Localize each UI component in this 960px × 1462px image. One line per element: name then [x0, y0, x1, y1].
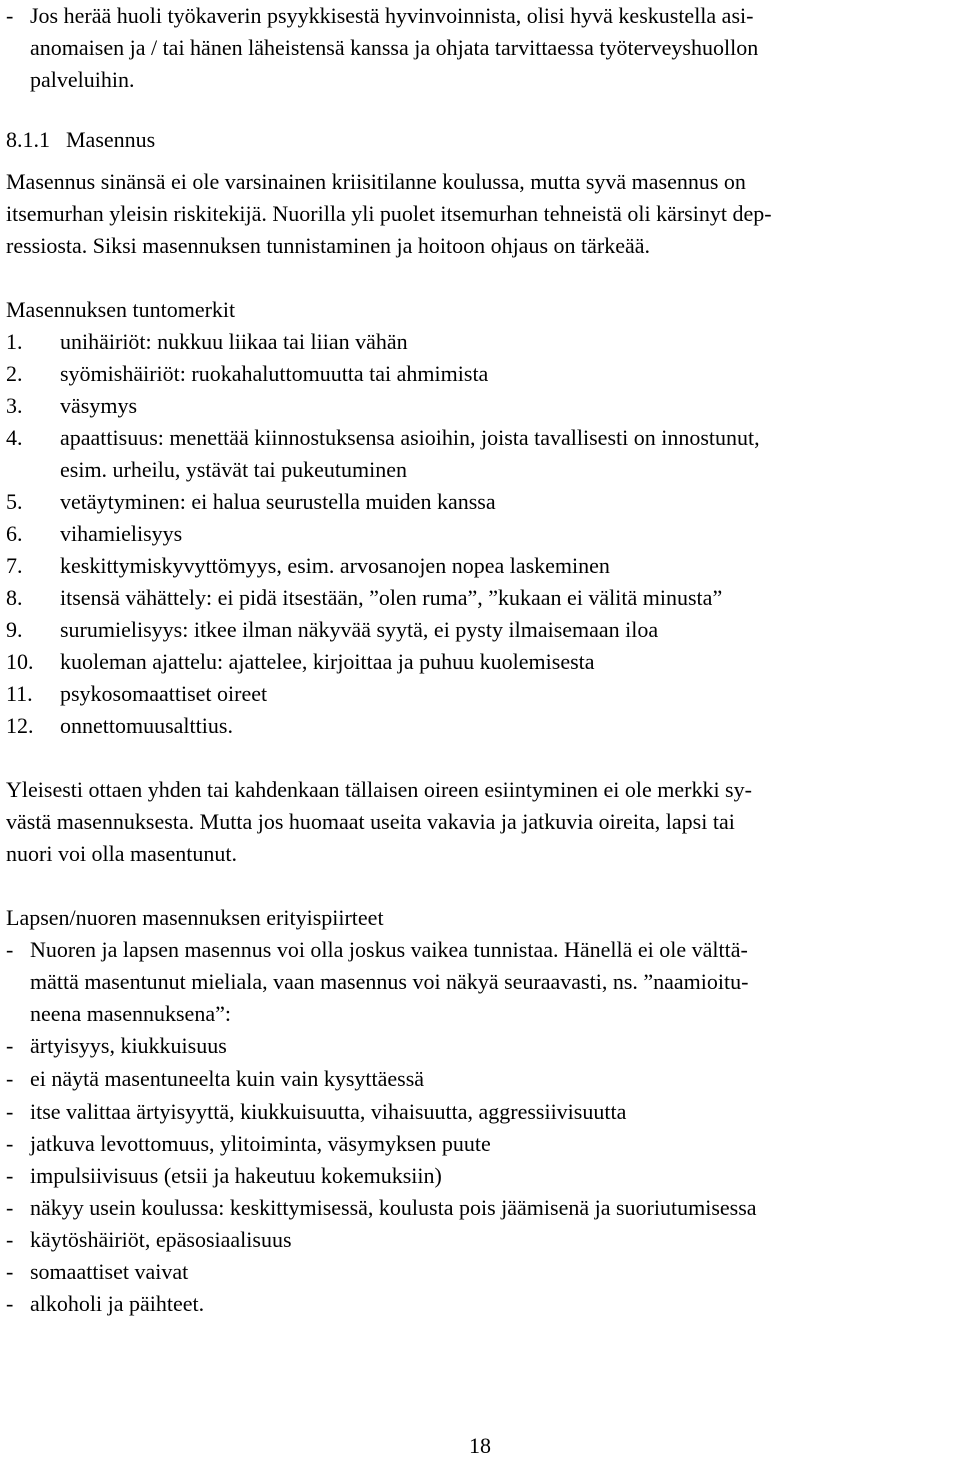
bullet-dash: - [6, 937, 14, 962]
list-text: somaattiset vaivat [30, 1259, 189, 1284]
list-text: käytöshäiriöt, epäsosiaalisuus [30, 1227, 292, 1252]
list-item [6, 1288, 956, 1320]
list-item [6, 1096, 956, 1128]
list-text: itse valittaa ärtyisyyttä, kiukkuisuutta, vihaisuutta, aggressiivisuutta [30, 1099, 627, 1124]
list-number: 6. [6, 521, 23, 546]
list-text: ei näytä masentuneelta kuin vain kysyttäessä [30, 1066, 425, 1091]
list-text: väsymys [60, 393, 137, 418]
list-item [6, 678, 956, 710]
list-item [6, 550, 956, 582]
list-item [6, 1160, 956, 1192]
list-text: onnettomuusalttius. [60, 713, 233, 738]
list-item [6, 326, 956, 358]
list-item [6, 1224, 956, 1256]
list-text: apaattisuus: menettää kiinnostuksensa asioihin, joista tavallisesti on innostunut, [60, 425, 760, 450]
bullet-dash: - [6, 1259, 14, 1284]
list-item [6, 1192, 956, 1224]
list-number: 1. [6, 329, 23, 354]
list-number: 8. [6, 585, 23, 610]
text-line: Yleisesti ottaen yhden tai kahdenkaan tällaisen oireen esiintyminen ei ole merkki sy- [6, 777, 752, 802]
bullet-dash: - [6, 1033, 14, 1058]
list-item [6, 582, 956, 614]
list-number: 9. [6, 617, 23, 642]
list-text: Nuoren ja lapsen masennus voi olla joskus vaikea tunnistaa. Hänellä ei ole välttä- [30, 937, 748, 962]
bullet-dash: - [6, 1163, 14, 1188]
bullet-dash: - [6, 1066, 14, 1091]
list-text: unihäiriöt: nukkuu liikaa tai liian vähän [60, 329, 408, 354]
text-line: västä masennuksesta. Mutta jos huomaat useita vakavia ja jatkuvia oireita, lapsi tai [6, 809, 735, 834]
bullet-dash: - [6, 1291, 14, 1316]
list-text: mättä masentunut mieliala, vaan masennus voi näkyä seuraavasti, ns. ”naamioitu- [30, 969, 749, 994]
features-heading: Lapsen/nuoren masennuksen erityispiirteet [6, 905, 384, 930]
bullet-dash: - [6, 1099, 14, 1124]
list-number: 5. [6, 489, 23, 514]
list-item [6, 486, 956, 518]
text-line: Masennus sinänsä ei ole varsinainen kriisitilanne koulussa, mutta syvä masennus on [6, 169, 746, 194]
list-text: neena masennuksena”: [30, 1001, 231, 1026]
bullet-dash: - [6, 1195, 14, 1220]
list-number: 11. [6, 681, 33, 706]
list-text: impulsiivisuus (etsii ja hakeutuu kokemuksiin) [30, 1163, 442, 1188]
section-paragraph [6, 166, 956, 262]
list-text: syömishäiriöt: ruokahaluttomuutta tai ahmimista [60, 361, 489, 386]
list-item [6, 646, 956, 678]
list-item [6, 518, 956, 550]
symptoms-heading: Masennuksen tuntomerkit [6, 297, 236, 322]
list-text: vetäytyminen: ei halua seurustella muiden kanssa [60, 489, 496, 514]
list-item [6, 422, 956, 486]
page-number: 18 [469, 1433, 491, 1458]
list-number: 4. [6, 425, 23, 450]
list-text: esim. urheilu, ystävät tai pukeutuminen [60, 457, 408, 482]
list-text: alkoholi ja päihteet. [30, 1291, 205, 1316]
bullet-dash: - [6, 1227, 14, 1252]
text-line: ressiosta. Siksi masennuksen tunnistaminen ja hoitoon ohjaus on tärkeää. [6, 233, 651, 258]
list-item [6, 358, 956, 390]
list-text: jatkuva levottomuus, ylitoiminta, väsymyksen puute [30, 1131, 491, 1156]
text-line: palveluihin. [30, 67, 135, 92]
list-text: kuoleman ajattelu: ajattelee, kirjoittaa ja puhuu kuolemisesta [60, 649, 595, 674]
list-text: itsensä vähättely: ei pidä itsestään, ”olen ruma”, ”kukaan ei välitä minusta” [60, 585, 723, 610]
bullet-dash: - [6, 1131, 14, 1156]
list-item [6, 1063, 956, 1095]
list-text: keskittymiskyvyttömyys, esim. arvosanojen nopea laskeminen [60, 553, 610, 578]
list-text: psykosomaattiset oireet [60, 681, 268, 706]
list-text: vihamielisyys [60, 521, 183, 546]
general-paragraph [6, 774, 956, 870]
list-item [6, 1128, 956, 1160]
list-text: surumielisyys: itkee ilman näkyvää syytä, ei pysty ilmaisemaan iloa [60, 617, 659, 642]
intro-bullet-text [30, 0, 956, 96]
text-line: nuori voi olla masentunut. [6, 841, 237, 866]
list-item [6, 390, 956, 422]
list-item [6, 614, 956, 646]
list-item [6, 710, 956, 742]
list-number: 12. [6, 713, 34, 738]
list-number: 3. [6, 393, 23, 418]
bullet-dash: - [6, 3, 14, 28]
text-line: itsemurhan yleisin riskitekijä. Nuorilla yli puolet itsemurhan tehneistä oli kärsinyt dep- [6, 201, 772, 226]
section-number: 8.1.1 [6, 127, 50, 152]
section-title: Masennus [66, 127, 156, 152]
list-item [6, 1256, 956, 1288]
list-number: 7. [6, 553, 23, 578]
list-text: näkyy usein koulussa: keskittymisessä, koulusta pois jäämisenä ja suoriutumisessa [30, 1195, 757, 1220]
text-line: anomaisen ja / tai hänen läheistensä kanssa ja ohjata tarvittaessa työterveyshuollon [30, 35, 759, 60]
list-item [6, 934, 956, 1030]
text-line: Jos herää huoli työkaverin psyykkisestä hyvinvoinnista, olisi hyvä keskustella asi- [30, 3, 754, 28]
list-item [6, 1030, 956, 1062]
section-heading [6, 124, 155, 156]
list-number: 10. [6, 649, 34, 674]
list-number: 2. [6, 361, 23, 386]
intro-bullet [6, 0, 956, 96]
list-text: ärtyisyys, kiukkuisuus [30, 1033, 227, 1058]
